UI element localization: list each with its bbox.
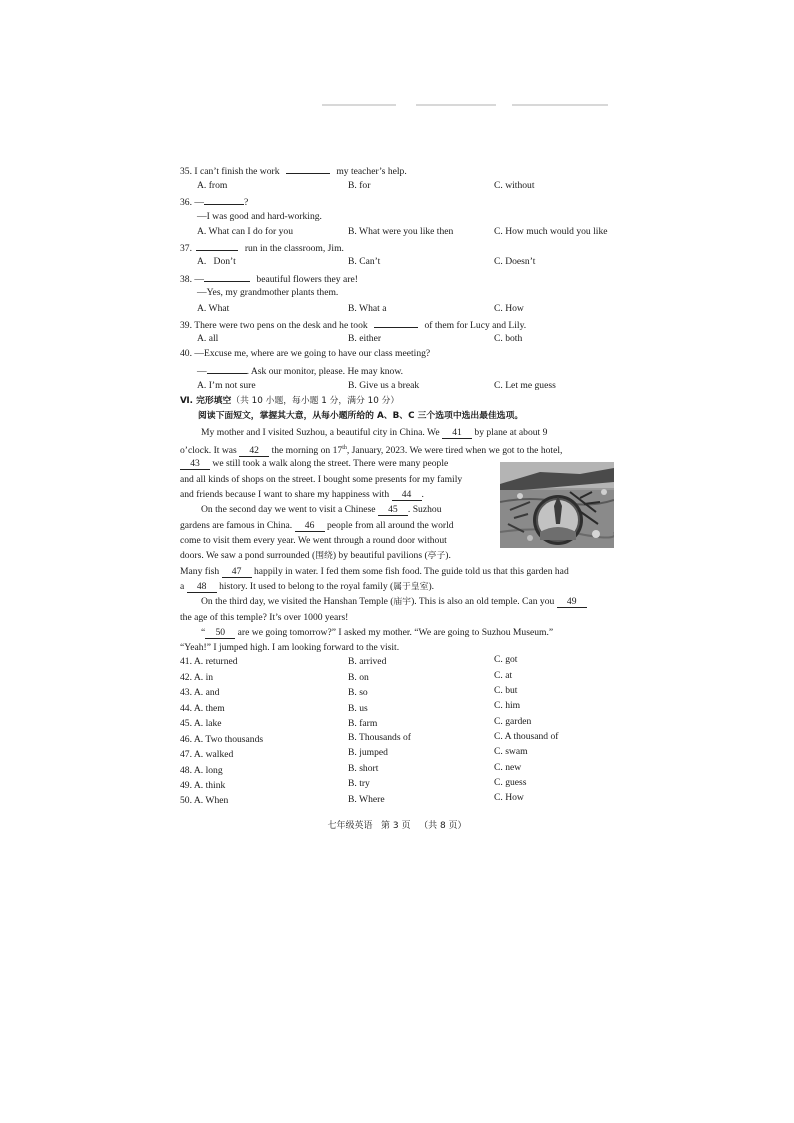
question-line: —Yes, my grandmother plants them. [197,287,339,298]
option-44-b: B. us [348,703,368,714]
answer-blank [196,241,238,251]
option-b: B. Give us a break [348,380,420,391]
option-49-b: B. try [348,778,370,789]
option-46-a: 46. A. Two thousands [180,734,264,745]
option-b: B. What were you like then [348,226,454,237]
option-47-c: C. swam [494,746,528,757]
passage-text: . [421,489,424,500]
option-50-b: B. Where [348,794,385,805]
scan-artifact [512,104,608,106]
option-45-b: B. farm [348,718,378,729]
passage-gloss: 围绕 [315,551,333,561]
question-number: 36. [180,197,192,208]
blank-48: 48 [187,581,217,593]
scan-artifact [416,104,496,106]
garden-moon-gate-photo [500,462,614,548]
option-50-a: 50. A. When [180,795,229,806]
answer-blank [286,164,330,174]
option-a: A. I’m not sure [197,380,256,391]
option-c: C. How much would you like [494,226,608,237]
passage-text: On the third day, we visited the Hanshan Temple ( [201,596,394,607]
option-c: C. Let me guess [494,380,556,391]
question-number: 40. [180,348,192,359]
question-36 [180,195,248,209]
question-text: I can’t finish the work [194,166,280,177]
passage-text: ). [428,581,435,592]
question-number: 39. [180,320,192,331]
passage-line [201,594,587,610]
option-a: A. from [197,180,228,191]
question-40 [180,348,430,360]
passage-line [180,456,448,471]
question-text: ? [244,197,249,208]
page-footer: 七年级英语 第 3 页 （共 8 页） [327,821,467,831]
passage-line [180,487,424,502]
option-41-b: B. arrived [348,656,387,667]
passage-text: happily in water. I fed them some fish food. The guide told us that this garden had [253,566,569,577]
passage-text: by plane at about 9 [474,427,548,438]
answer-blank [204,195,244,205]
option-c: C. How [494,303,524,314]
option-c: C. Doesn’t [494,256,536,267]
option-47-a: 47. A. walked [180,749,234,760]
option-b: B. either [348,333,382,344]
option-45-c: C. garden [494,716,532,727]
passage-line [201,502,442,517]
passage-text: . Suzhou [407,504,442,515]
passage-text: “ [201,627,206,638]
scan-artifact [322,104,396,106]
question-text: —Excuse me, where are we going to have our class meeting? [194,348,431,359]
question-text: run in the classroom, Jim. [244,243,344,254]
question-text: my teacher’s help. [336,166,407,177]
option-47-b: B. jumped [348,747,388,758]
passage-text: a [180,581,185,592]
section-heading [180,395,399,407]
section-title: Ⅵ. 完形填空 [180,396,232,406]
option-46-b: B. Thousands of [348,732,411,743]
question-38 [180,272,358,286]
garden-photo-graphic [500,462,614,548]
option-49-c: C. guess [494,777,527,788]
option-41-c: C. got [494,654,518,665]
question-39 [180,318,526,332]
passage-text: doors. We saw a pond surrounded ( [180,550,316,561]
blank-46: 46 [295,520,325,532]
blank-44: 44 [392,489,422,501]
answer-blank [204,272,250,282]
passage-line: the age of this temple? It’s over 1000 years! [180,612,349,623]
passage-text: the morning on 17 [271,445,343,457]
blank-41: 41 [442,427,472,439]
passage-text: we still took a walk along the street. There were many people [212,458,449,469]
passage-text: My mother and I visited Suzhou, a beautiful city in China. We [201,427,440,438]
option-a: A. all [197,333,219,344]
option-49-a: 49. A. think [180,780,226,791]
answer-blank [207,364,247,374]
passage-line: “Yeah!” I jumped high. I am looking forward to the visit. [180,642,400,653]
section-instruction: 阅读下面短文，掌握其大意，从每小题所给的 A、B、C 三个选项中选出最佳选项。 [198,411,524,421]
question-line: —I was good and hard-working. [197,211,322,222]
option-a: A. Don’t [197,256,236,267]
passage-text: On the second day we went to visit a Chinese [201,504,376,515]
option-43-c: C. but [494,685,518,696]
question-37 [180,241,344,255]
question-text: . Ask our monitor, please. He may know. [246,366,404,377]
question-number: 37. [180,243,192,254]
blank-49: 49 [557,596,587,608]
option-45-a: 45. A. lake [180,718,222,729]
passage-line: and all kinds of shops on the street. I bought some presents for my family [180,474,463,485]
blank-42: 42 [239,445,269,457]
option-48-c: C. new [494,762,522,773]
passage-line [201,425,547,440]
blank-43: 43 [180,458,210,470]
passage-line [180,518,454,533]
passage-text: ). This is also an old temple. Can you [411,596,555,607]
option-41-a: 41. A. returned [180,656,238,667]
question-text: — [194,197,204,208]
option-a: A. What can I do for you [197,226,293,237]
question-number: 35. [180,166,192,177]
section-note: （共 10 小题，每小题 1 分，满分 10 分） [231,396,400,406]
option-b: B. What a [348,303,387,314]
passage-text: and friends because I want to share my happiness with [180,489,390,500]
passage-gloss: 庙宇 [393,597,412,607]
option-44-c: C. him [494,700,521,711]
blank-47: 47 [222,566,252,578]
passage-gloss: 属于皇室 [393,582,429,592]
question-text: There were two pens on the desk and he took [194,320,368,331]
passage-line [180,548,451,564]
passage-text: are we going tomorrow?” I asked my mother. “We are going to Suzhou Museum.” [237,627,554,638]
passage-line [180,579,434,595]
question-text: of them for Lucy and Lily. [424,320,527,331]
question-line: — . Ask our monitor, please. He may know. [197,366,404,377]
blank-45: 45 [378,504,408,516]
passage-gloss: 亭子 [427,551,446,561]
option-42-a: 42. A. in [180,672,214,683]
passage-text: history. It used to belong to the royal family ( [219,581,394,592]
option-43-a: 43. A. and [180,687,220,698]
question-text: — [194,274,204,285]
question-text: beautiful flowers they are! [256,274,358,285]
passage-text: ). [445,550,451,561]
passage-text: people from all around the world [326,520,454,531]
option-43-b: B. so [348,687,368,698]
passage-text: ) by beautiful pavilions ( [332,550,428,561]
option-44-a: 44. A. them [180,703,225,714]
option-48-b: B. short [348,763,379,774]
option-b: B. Can’t [348,256,381,267]
passage-text: Many fish [180,566,220,577]
option-c: C. without [494,180,535,191]
option-46-c: C. A thousand of [494,731,559,742]
passage-line: come to visit them every year. We went through a round door without [180,535,447,546]
question-35 [180,164,407,178]
superscript: th [342,445,347,451]
passage-line [201,625,553,640]
option-48-a: 48. A. long [180,765,223,776]
option-a: A. What [197,303,230,314]
passage-text: o’clock. It was [180,445,237,457]
passage-text: , January, 2023. We were tired when we got to the hotel, [346,445,563,457]
option-42-c: C. at [494,670,513,681]
answer-blank [374,318,418,328]
passage-line [180,564,569,579]
question-number: 38. [180,274,192,285]
option-50-c: C. How [494,792,524,803]
option-c: C. both [494,333,523,344]
option-42-b: B. on [348,672,369,683]
blank-50: 50 [205,627,235,639]
option-b: B. for [348,180,371,191]
passage-text: gardens are famous in China. [180,520,293,531]
